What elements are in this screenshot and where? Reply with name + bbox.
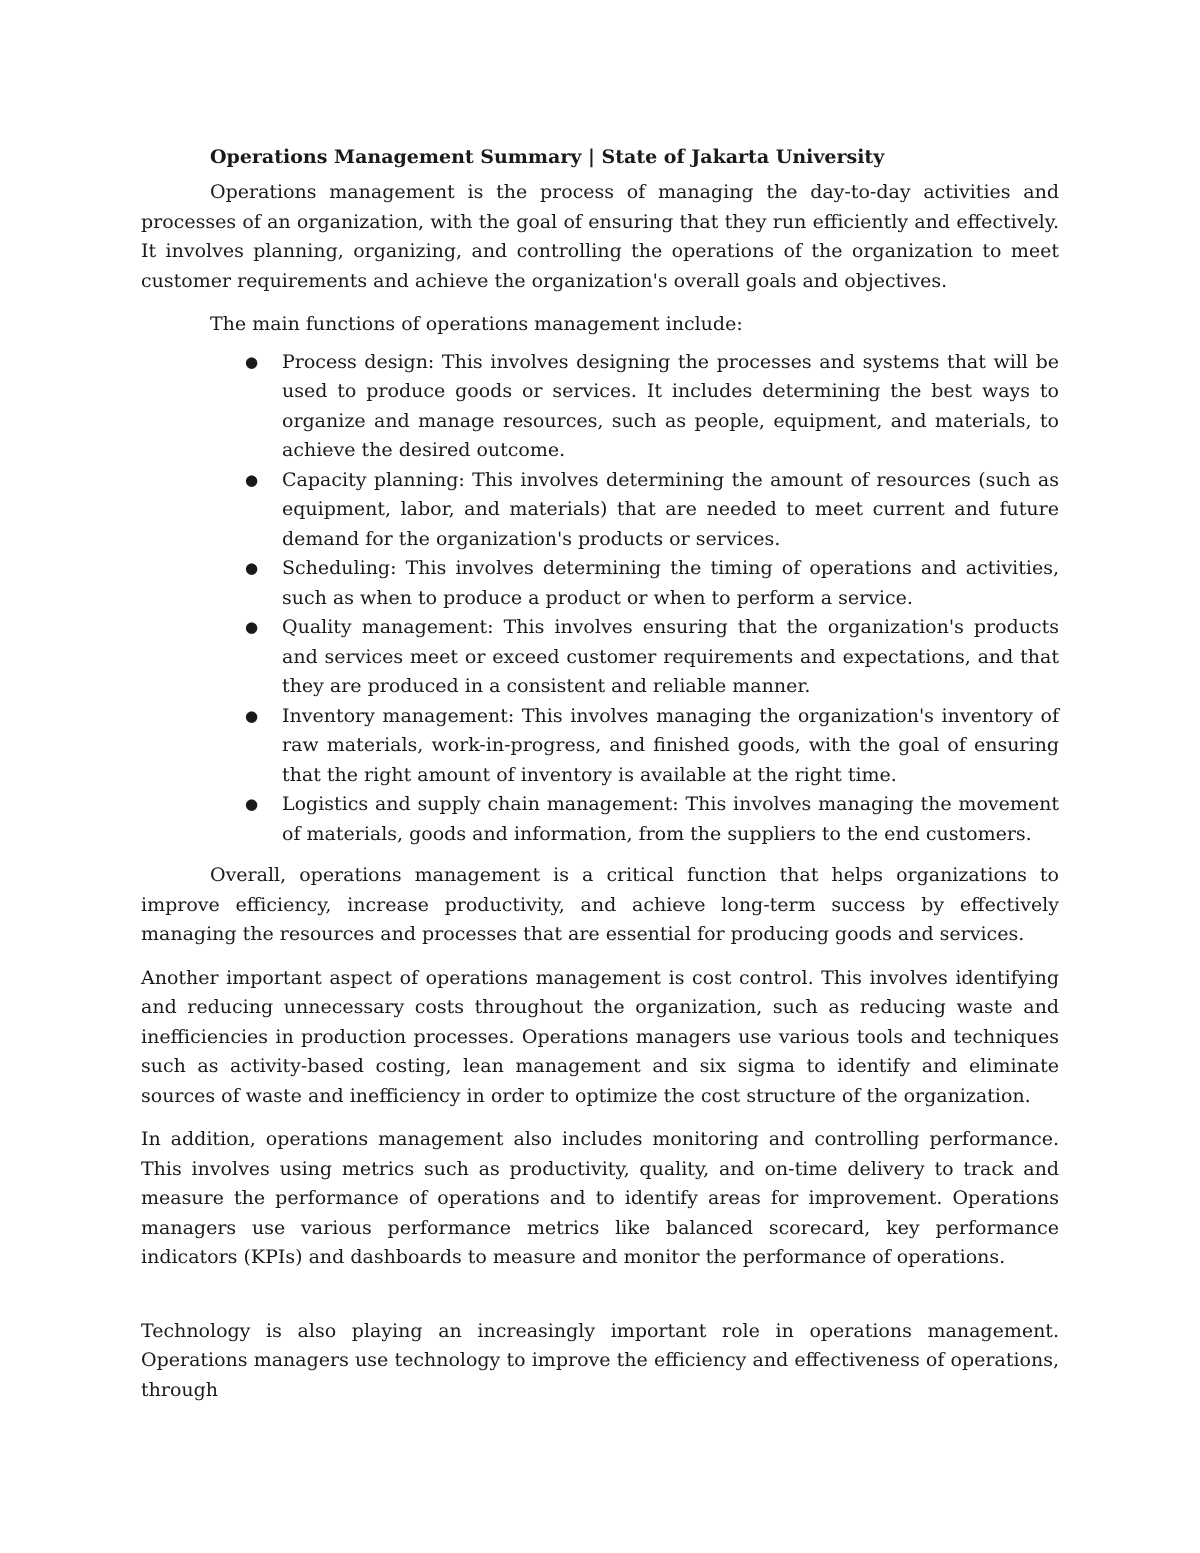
list-item-text: Inventory management: This involves managing the organization's inventory of raw materials, work-in-progress, and finished goods, with the goal of ensuring that the right amount of inventory is available at the right time.	[282, 704, 1059, 786]
bullet-icon: ●	[245, 352, 259, 371]
performance-paragraph: In addition, operations management also includes monitoring and controlling performance. This involves using metrics such as productivity, quality, and on-time delivery to track and measure the performance of operations and to identify areas for improvement. Operations managers use various performance metrics like balanced scorecard, key performance indicators (KPIs) and dashboards to measure and monitor the performance of operations.	[141, 1128, 1059, 1268]
bullet-icon: ●	[245, 470, 259, 489]
list-item-text: Logistics and supply chain management: This involves managing the movement of materials, goods and information, from the suppliers to the end customers.	[282, 793, 1059, 845]
bullet-icon: ●	[245, 706, 259, 725]
list-item	[245, 613, 1059, 702]
document-title: Operations Management Summary | State of Jakarta University	[210, 146, 885, 168]
document-page	[141, 140, 1059, 1419]
technology-paragraph: Technology is also playing an increasingly important role in operations management. Operations managers use technology to improve the efficiency and effectiveness of operations, through	[141, 1319, 1059, 1401]
cost-control-paragraph: Another important aspect of operations management is cost control. This involves identifying and reducing unnecessary costs throughout the organization, such as reducing waste and inefficiencies in production processes. Operations managers use various tools and techniques such as activity-based costing, lean management and six sigma to identify and eliminate sources of waste and inefficiency in order to optimize the cost structure of the organization.	[141, 966, 1059, 1107]
functions-intro: The main functions of operations management include:	[210, 313, 743, 335]
list-item	[245, 554, 1059, 613]
functions-list	[141, 348, 1059, 850]
list-item	[245, 348, 1059, 466]
intro-paragraph: Operations management is the process of managing the day-to-day activities and processes of an organization, with the goal of ensuring that they run efficiently and effectively. It involves planning, organizing, and controlling the operations of the organization to meet customer requirements and achieve the organization's overall goals and objectives.	[141, 181, 1059, 292]
list-item	[245, 702, 1059, 791]
list-item-text: Process design: This involves designing the processes and systems that will be used to produce goods or services. It includes determining the best ways to organize and manage resources, such as people, equipment, and materials, to achieve the desired outcome.	[282, 350, 1059, 461]
bullet-icon: ●	[245, 618, 259, 636]
list-item-text: Quality management: This involves ensuring that the organization's products and services meet or exceed customer requirements and expectations, and that they are produced in a consistent and reliable manner.	[282, 616, 1059, 697]
list-item-text: Capacity planning: This involves determining the amount of resources (such as equipment, labor, and materials) that are needed to meet current and future demand for the organization's products or services.	[282, 468, 1059, 550]
list-item	[245, 466, 1059, 555]
overall-paragraph: Overall, operations management is a critical function that helps organizations to improve efficiency, increase productivity, and achieve long-term success by effectively managing the resources and processes that are essential for producing goods and services.	[141, 864, 1059, 945]
bullet-icon: ●	[245, 795, 259, 813]
list-item	[245, 790, 1059, 849]
list-item-text: Scheduling: This involves determining the timing of operations and activities, such as when to produce a product or when to perform a service.	[282, 557, 1059, 609]
bullet-icon: ●	[245, 559, 259, 577]
